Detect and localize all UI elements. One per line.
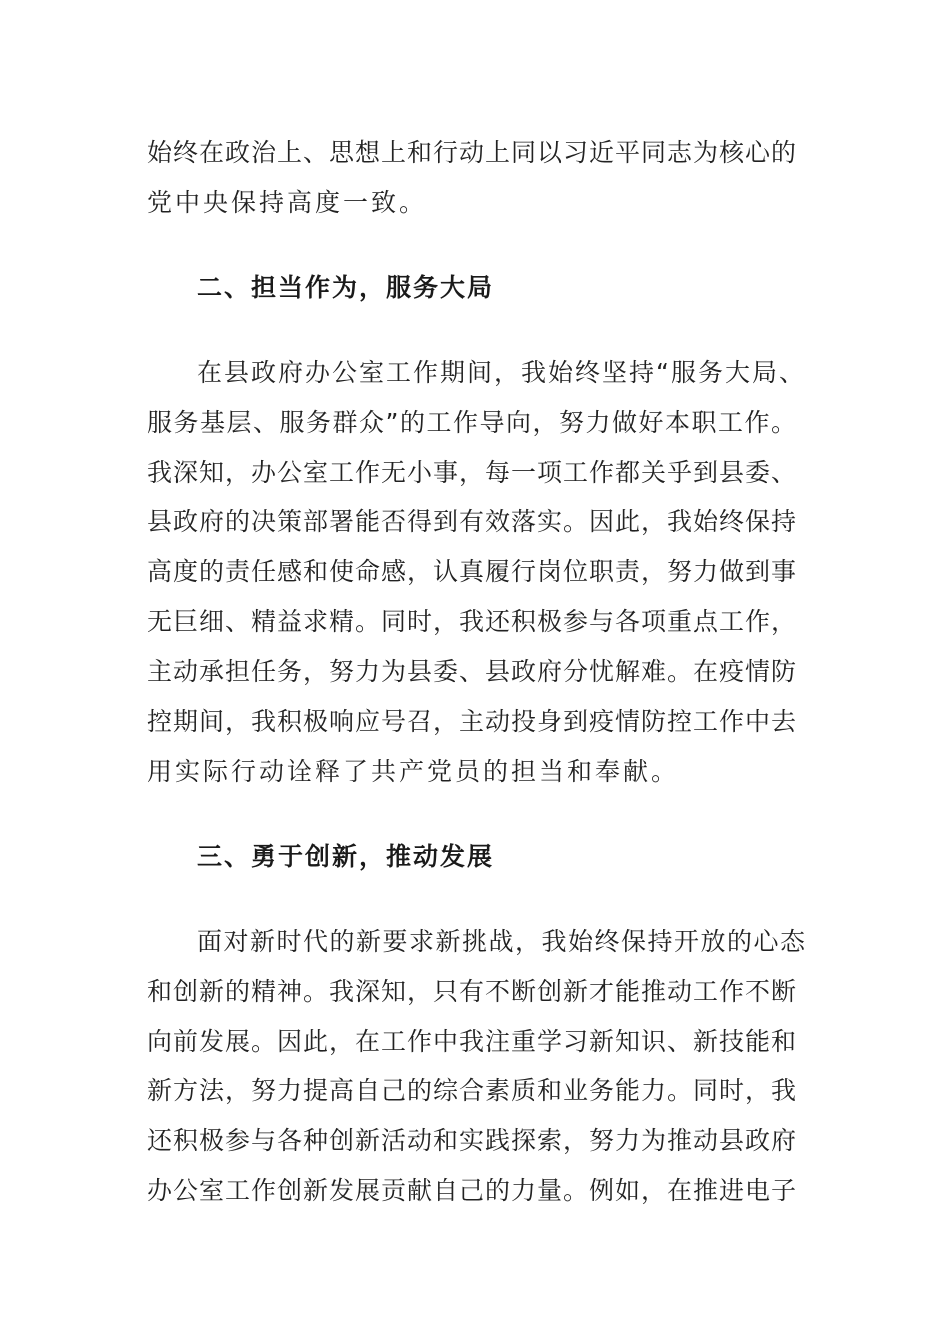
body-text-line: 还积极参与各种创新活动和实践探索，努力为推动县政府 (147, 1126, 798, 1155)
body-text-line: 用实际行动诠释了共产党员的担当和奉献。 (147, 757, 680, 786)
body-text-line: 和创新的精神。我深知，只有不断创新才能推动工作不断 (147, 977, 798, 1006)
body-text-line: 县政府的决策部署能否得到有效落实。因此，我始终保持 (147, 507, 798, 536)
body-text-line: 无巨细、精益求精。同时，我还积极参与各项重点工作， (147, 607, 798, 636)
body-text-line: 始终在政治上、思想上和行动上同以习近平同志为核心的 (147, 138, 798, 167)
body-text-line: 面对新时代的新要求新挑战，我始终保持开放的心态 (197, 927, 807, 956)
body-text-line: 我深知，办公室工作无小事，每一项工作都关乎到县委、 (147, 458, 798, 487)
body-text-line: 在县政府办公室工作期间，我始终坚持“服务大局、 (197, 358, 806, 387)
body-text-line: 服务基层、服务群众”的工作导向，努力做好本职工作。 (147, 408, 798, 437)
body-text-line: 党中央保持高度一致。 (147, 188, 428, 217)
body-text-line: 高度的责任感和使命感，认真履行岗位职责，努力做到事 (147, 557, 798, 586)
body-text-line: 控期间，我积极响应号召，主动投身到疫情防控工作中去 (147, 707, 798, 736)
body-text-line: 办公室工作创新发展贡献自己的力量。例如，在推进电子 (147, 1176, 798, 1205)
body-text-line: 向前发展。因此，在工作中我注重学习新知识、新技能和 (147, 1027, 798, 1056)
body-text-line: 新方法，努力提高自己的综合素质和业务能力。同时，我 (147, 1076, 798, 1105)
section-heading-3: 三、勇于创新，推动发展 (197, 842, 495, 871)
section-heading-2: 二、担当作为，服务大局 (197, 273, 495, 302)
body-text-line: 主动承担任务，努力为县委、县政府分忧解难。在疫情防 (147, 657, 798, 686)
